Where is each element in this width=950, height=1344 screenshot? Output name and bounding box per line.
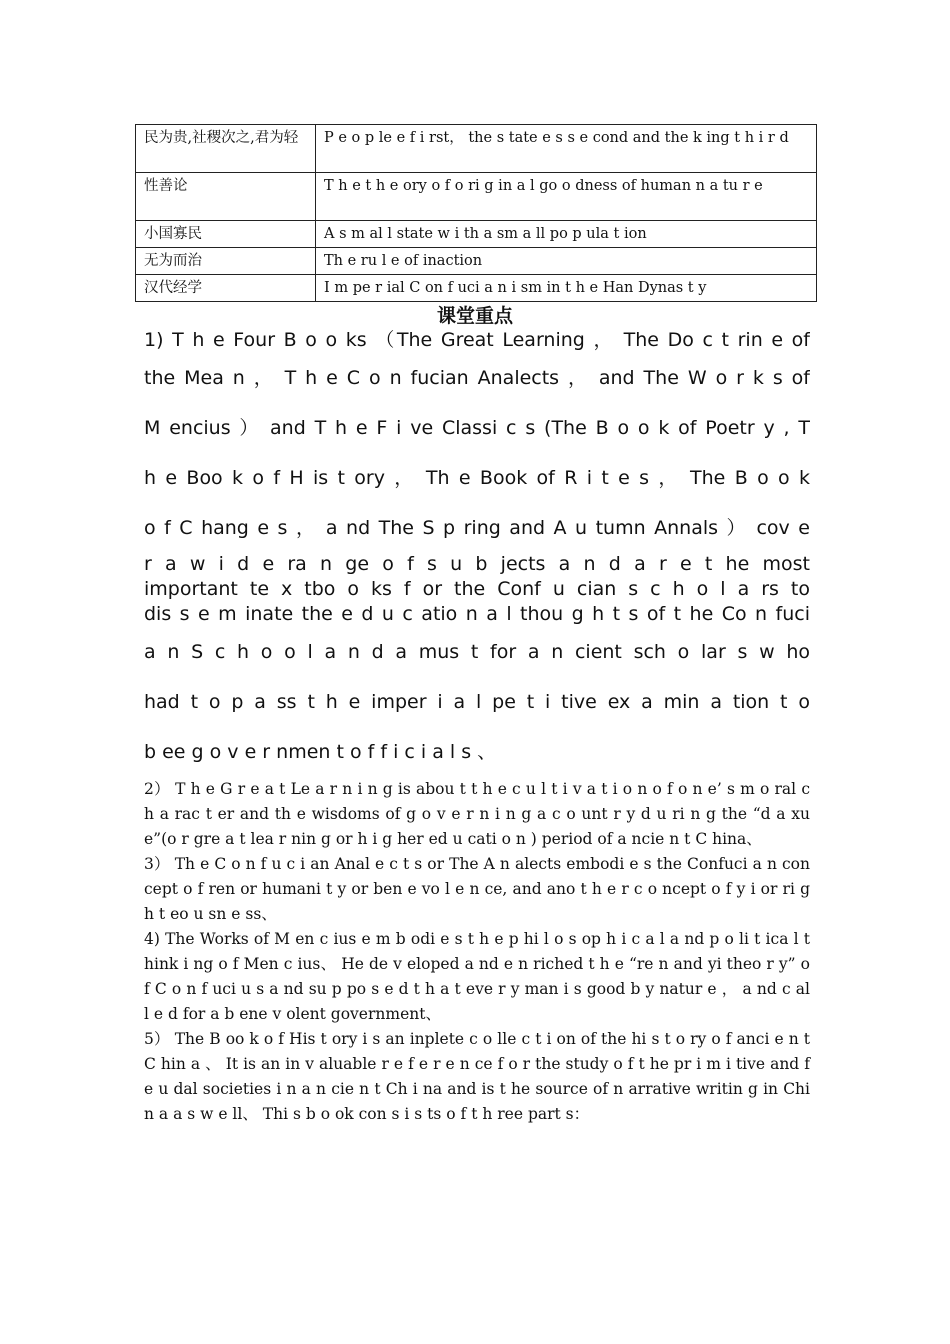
- paragraph-line: the Mea n ， T h e C o n fucian Analects ， and The W o r k s of: [144, 367, 810, 389]
- table-row: [136, 221, 817, 248]
- point-2-paragraph: 2） T h e G r e a t Le a r n i n g is abou t t h e c u l t i v a t i o n o f o n e’ s m o ral c h a rac t er and th e wisdoms of g o v e r n i n g a c o unt r y d u ri n g the “d a xue”(o r gre a t lea r nin g or h i g her ed u cati o n ) period of a ncie n t C hina、: [144, 780, 810, 848]
- paragraph-line: r a w i d e ra n ge o f s u b jects a n d a r e t he most: [144, 553, 810, 575]
- paragraph-line: b ee g o v e r nmen t o f f i c i a l s 、: [144, 741, 497, 763]
- paragraph-line: h e Boo k o f H is t ory ， Th e Book of R i t e s ， The B o o k: [144, 467, 810, 489]
- point-5-paragraph: 5） The B oo k o f His t ory i s an inplete c o lle c t i on of the hi s t o ry o f anci e n t C hin a 、 It is an in v aluable r e f e r e n ce f o r the study o f t he pr i m i tive and fe u dal societies i n a n cie n t Ch i na and is t he source of n arrative writin g in Chin a a s w e ll、 Thi s b o ok con s i s ts o f t h ree part s：: [144, 1030, 810, 1123]
- translation-cell: P e o p le e f i rst， the s tate e s s e cond and the k ing t h i r d: [316, 125, 817, 173]
- paragraph-line: dis s e m inate the e d u c atio n a l thou g h t s of t he Co n fuci: [144, 603, 810, 625]
- translation-cell: I m pe r ial C on f uci a n i sm in t h e Han Dynas t y: [316, 275, 817, 302]
- point-4-paragraph: 4) The Works of M en c ius e m b odi e s t h e p hi l o s op h i c a l a nd p o li t ica l think i ng o f Men c ius、 He de v eloped a nd e n riched t h e “re n and yi theo r y” of C o n f uci u s a nd su p po s e d t h a t eve r y man i s good b y natur e ， a nd c al l e d for a b ene v olent government、: [144, 930, 810, 1023]
- point-3-paragraph: 3） Th e C o n f u c i an Anal e c t s or The A n alects embodi e s the Confuci a n concept o f ren or humani t y or ben e vo l e n ce, and ano t h e r c o ncept o f y i or ri g h t eo u sn e ss、: [144, 855, 810, 923]
- paragraph-line: o f C hang e s ， a nd The S p ring and A u tumn Annals ） cov e: [144, 517, 810, 539]
- term-cell: 性善论: [136, 173, 316, 221]
- table-row: [136, 248, 817, 275]
- section-heading: 课堂重点: [436, 305, 513, 327]
- translation-cell: Th e ru l e of inaction: [316, 248, 817, 275]
- translation-cell: T h e t h e ory o f o ri g in a l go o dness of human n a tu r e: [316, 173, 817, 221]
- table-row: [136, 173, 817, 221]
- paragraph-line: important te x tbo o ks f or the Conf u cian s c h o l a rs to: [144, 578, 810, 600]
- table-row: [136, 125, 817, 173]
- term-cell: 小国寡民: [136, 221, 316, 248]
- paragraph-line: had t o p a ss t h e imper i a l pe t i tive ex a min a tion t o: [144, 691, 810, 713]
- point-1-paragraph: [144, 325, 810, 765]
- term-cell: 无为而治: [136, 248, 316, 275]
- term-cell: 汉代经学: [136, 275, 316, 302]
- paragraph-line: M encius ） and T h e F i ve Classi c s (The B o o k of Poetr y , T: [144, 417, 810, 439]
- paragraph-line: a n S c h o o l a n d a mus t for a n cient sch o lar s w ho: [144, 641, 810, 663]
- terms-table: [135, 124, 817, 302]
- term-cell: 民为贵,社稷次之,君为轻: [136, 125, 316, 173]
- translation-cell: A s m al l state w i th a sm a ll po p ula t ion: [316, 221, 817, 248]
- paragraph-line: 1) T h e Four B o o ks （The Great Learning ， The Do c t rin e of: [144, 329, 810, 351]
- points-2-to-5: [144, 777, 810, 1127]
- table-row: [136, 275, 817, 302]
